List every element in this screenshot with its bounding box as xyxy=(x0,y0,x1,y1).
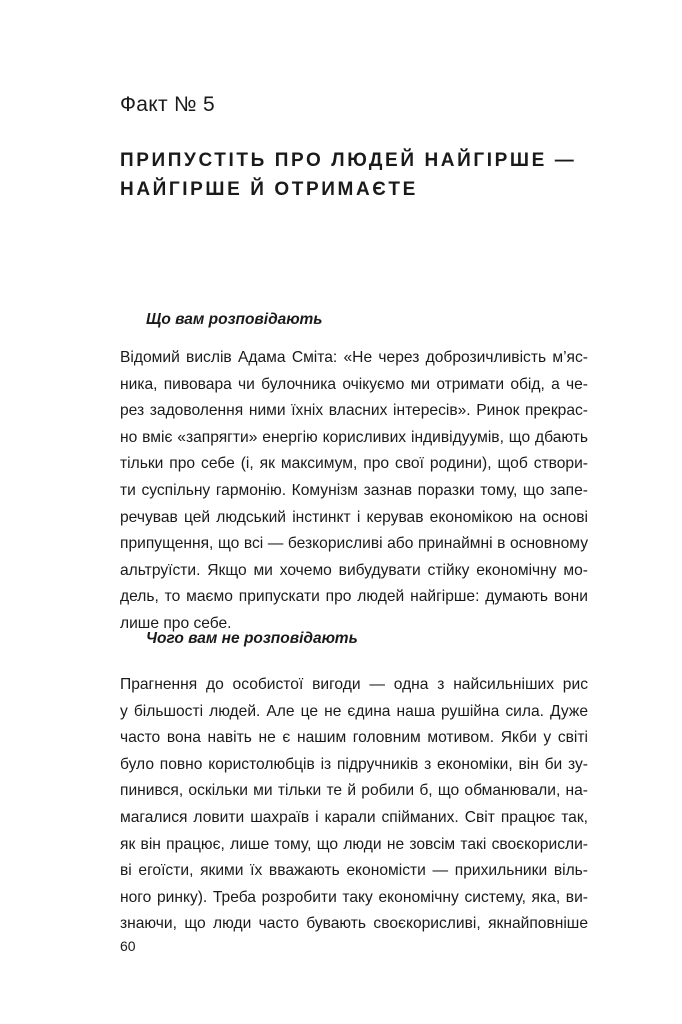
text-line: пинився, оскільки ми тільки те й робили б, що обманювали, на- xyxy=(120,782,588,800)
text-line: ника, пивовара чи булочника очікуємо ми отримати обід, а че- xyxy=(120,375,588,393)
text-line: ти суспільну гармонію. Комунізм зазнав поразки тому, що запе- xyxy=(120,481,588,499)
text-line: речував цей людський інстинкт і керував економікою на основі xyxy=(120,508,588,526)
text-line: у більшості людей. Але це не єдина наша рушійна сила. Дуже xyxy=(120,702,588,720)
chapter-title-line: НАЙГІРШЕ Й ОТРИМАЄТЕ xyxy=(120,179,418,200)
paragraph-what-they-tell xyxy=(120,345,588,638)
page-number: 60 xyxy=(120,938,136,954)
fact-label: Факт № 5 xyxy=(120,93,215,116)
text-line: припущення, що всі — безкорисливі або принаймні в основному xyxy=(120,535,588,553)
text-line: рез задоволення ними їхніх власних інтересів». Ринок прекрас- xyxy=(120,402,588,420)
text-line: альтруїсти. Якщо ми хочемо вибудувати стійку економічну мо- xyxy=(120,561,588,579)
text-line: дель, то маємо припускати про людей найгірше: думають вони xyxy=(120,588,588,606)
text-line: Відомий вислів Адама Сміта: «Не через доброзичливість м’яс- xyxy=(120,349,588,366)
chapter-title-line: ПРИПУСТІТЬ ПРО ЛЮДЕЙ НАЙГІРШЕ — xyxy=(120,150,577,171)
text-line: було повно користолюбців із підручників з економіки, він би зу- xyxy=(120,755,588,773)
text-line: Прагнення до особистої вигоди — одна з найсильніших рис xyxy=(120,676,588,693)
text-line: як він працює, лише тому, що люди не зовсім такі своєкорисли- xyxy=(120,835,588,853)
text-line: тільки про себе (і, як максимум, про свої родини), щоб створи- xyxy=(120,455,588,473)
text-line: часто вона навіть не є нашим головним мотивом. Якби у світі xyxy=(120,729,588,747)
section-heading-what-they-tell: Що вам розповідають xyxy=(146,311,323,328)
text-line: ві егоїсти, якими їх вважають економісти — прихильники віль- xyxy=(120,862,588,880)
text-line: магалися ловити шахраїв і карали спійманих. Світ працює так, xyxy=(120,808,588,826)
paragraph-what-they-dont-tell xyxy=(120,672,588,938)
text-line: знаючи, що люди часто бувають своєкорисливі, якнайповніше xyxy=(120,915,588,933)
text-line: лише про себе. xyxy=(120,614,232,632)
text-line: но вміє «запрягти» енергію корисливих індивідуумів, що дбають xyxy=(120,428,588,446)
section-heading-what-they-dont-tell: Чого вам не розповідають xyxy=(146,630,358,647)
chapter-title xyxy=(120,146,590,204)
text-line: ного ринку). Треба розробити таку економічну систему, яка, ви- xyxy=(120,888,588,906)
